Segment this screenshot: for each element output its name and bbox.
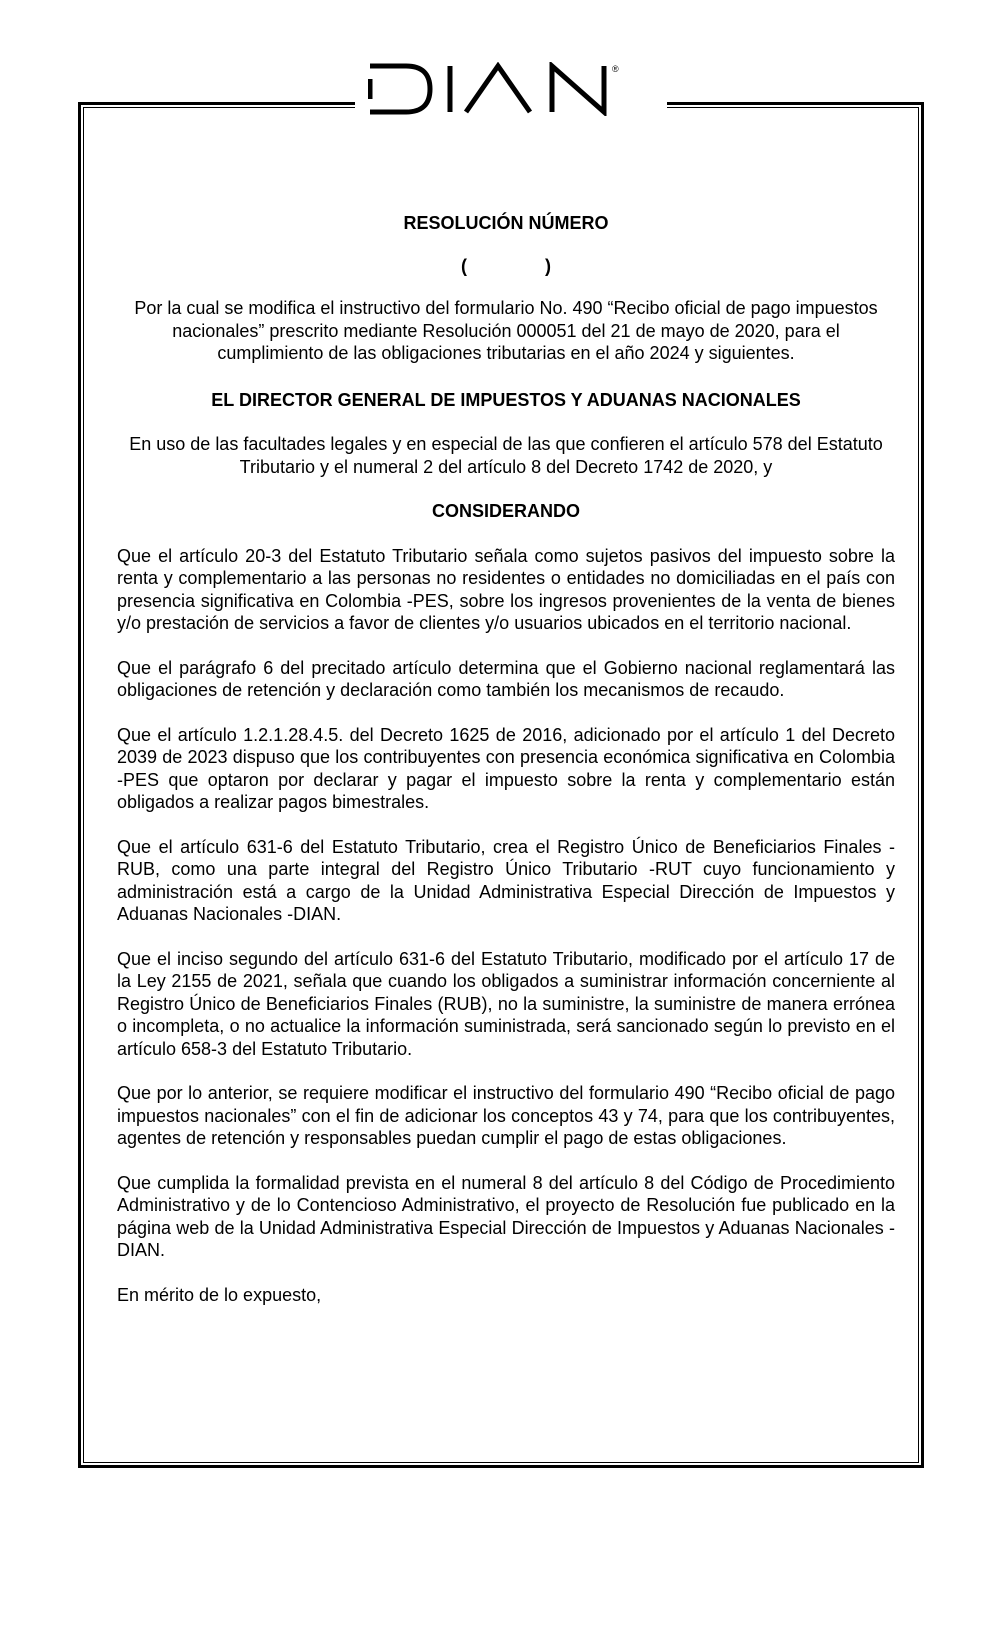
considering-heading: CONSIDERANDO — [431, 501, 580, 521]
consideration-paragraph: Que el artículo 631-6 del Estatuto Tributario, crea el Registro Único de Beneficiarios Finales -RUB, como una parte integral del Registro Único Tributario -RUT cuyo funcionamiento y administración está a cargo de la Unidad Administrativa Especial Dirección de Impuestos y Aduanas Nacionales -DIAN. — [117, 836, 895, 924]
number-open-paren: ( — [461, 255, 467, 276]
closing-paragraph: En mérito de lo expuesto, — [117, 1284, 322, 1305]
resolution-title: RESOLUCIÓN NÚMERO — [403, 213, 609, 233]
resolution-subject: Por la cual se modifica el instructivo del formulario No. 490 “Recibo oficial de pago impuestos nacionales” prescrito mediante Resolución 000051 del 21 de mayo de 2020, para el cumplimiento de las obligaciones tributarias en el año 2024 y siguientes. — [134, 298, 878, 363]
registered-mark: ® — [612, 64, 619, 74]
dian-logo — [368, 62, 658, 116]
resolution-content — [117, 212, 895, 1306]
consideration-paragraph: Que por lo anterior, se requiere modificar el instructivo del formulario 490 “Recibo oficial de pago impuestos nacionales” con el fin de adicionar los conceptos 43 y 74, para que los contribuyentes, agentes de retención y responsables puedan cumplir el pago de estas obligaciones. — [117, 1083, 895, 1148]
consideration-paragraph: Que el parágrafo 6 del precitado artículo determina que el Gobierno nacional reglamentará las obligaciones de retención y declaración como también los mecanismos de recaudo. — [117, 657, 895, 700]
consideration-paragraph: Que el artículo 20-3 del Estatuto Tributario señala como sujetos pasivos del impuesto sobre la renta y complementario a las personas no residentes o entidades no domiciliadas en el país con presencia significativa en Colombia -PES, sobre los ingresos provenientes de la venta de bienes y/o prestación de servicios a favor de clientes y/o usuarios ubicados en el territorio nacional. — [117, 545, 895, 633]
consideration-paragraph: Que cumplida la formalidad prevista en el numeral 8 del artículo 8 del Código de Procedimiento Administrativo y de lo Contencioso Administrativo, el proyecto de Resolución fue publicado en la página web de la Unidad Administrativa Especial Dirección de Impuestos y Aduanas Nacionales -DIAN. — [117, 1172, 895, 1260]
consideration-paragraph: Que el artículo 1.2.1.28.4.5. del Decreto 1625 de 2016, adicionado por el artículo 1 del Decreto 2039 de 2023 dispuso que los contribuyentes con presencia económica significativa en Colombia -PES que optaron por declarar y pagar el impuesto sobre la renta y complementario están obligados a realizar pagos bimestrales. — [117, 724, 895, 812]
authority-heading: EL DIRECTOR GENERAL DE IMPUESTOS Y ADUANAS NACIONALES — [211, 389, 801, 410]
consideration-paragraph: Que el inciso segundo del artículo 631-6 del Estatuto Tributario, modificado por el artículo 17 de la Ley 2155 de 2021, señala que cuando los obligados a suministrar información concerniente al Registro Único de Beneficiarios Finales (RUB), no la suministre, la suministre de manera errónea o incompleta, o no actualice la información suministrada, será sancionado según lo previsto en el artículo 658-3 del Estatuto Tributario. — [117, 948, 895, 1059]
powers-paragraph: En uso de las facultades legales y en especial de las que confieren el artículo 578 del Estatuto Tributario y el numeral 2 del artículo 8 del Decreto 1742 de 2020, y — [129, 434, 883, 477]
resolution-number — [117, 255, 895, 278]
number-close-paren: ) — [545, 255, 551, 276]
